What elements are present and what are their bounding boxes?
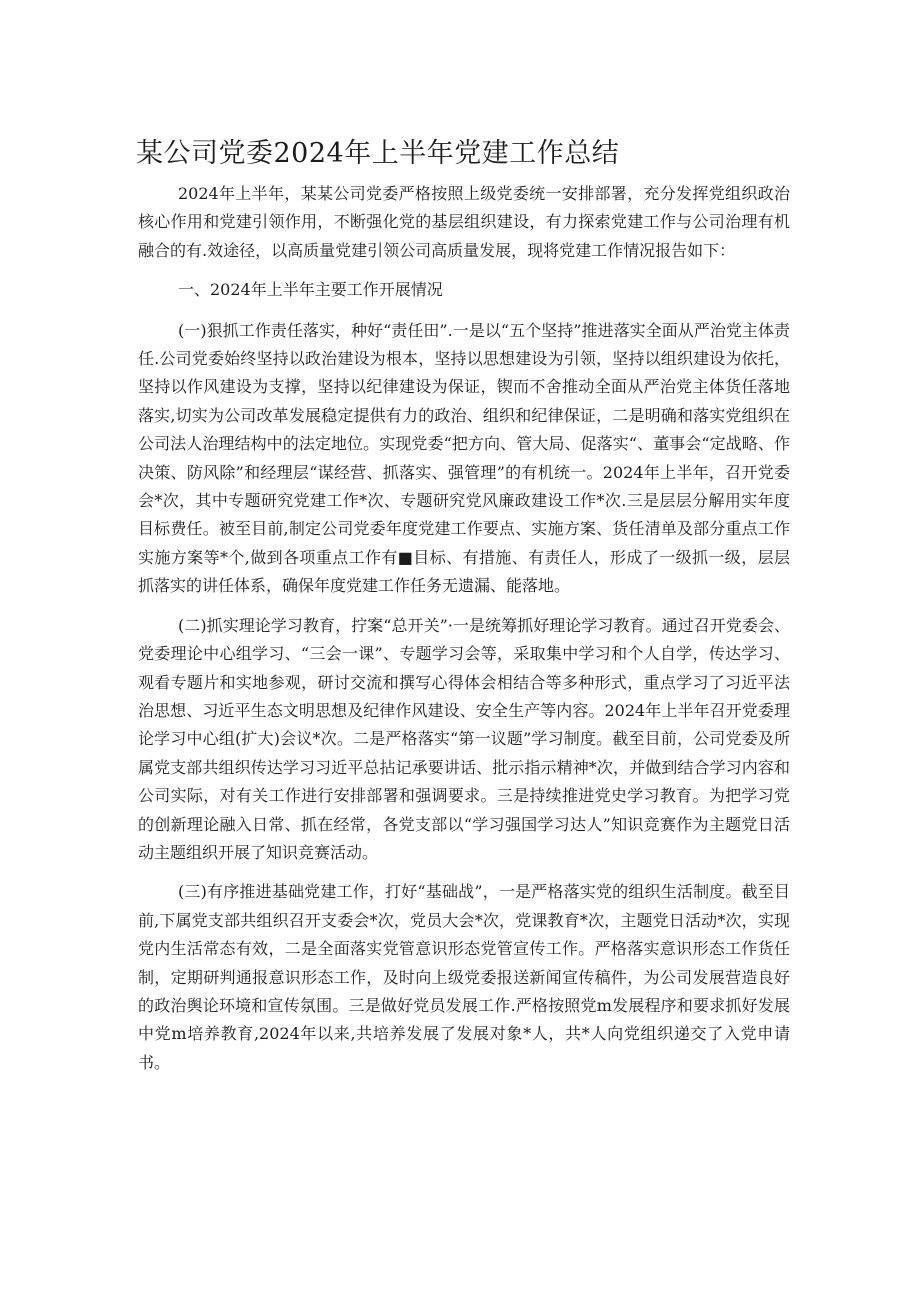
- body-paragraph: (一)狠抓工作责任落实，种好“责任田”.一是以“五个坚持”推进落实全面从严治党主体责任.公司党委始终坚持以政治建设为根本，坚持以思想建设为引领，坚持以组织建设为依托，坚持以作风建设为支撑，坚持以纪律建设为保证，锲而不舍推动全面从严治党主体货任落地落实,切实为公司改革发展稳定提供有力的政治、组织和纪律保证，二是明确和落实党组织在公司法人治理结构中的法定地位。实现党委“把方向、管大局、促落实“、董事会“定战略、作决策、防风除”和经理层“谋经营、抓落实、强管理”的有机统一。2024年上半年，召开党委会*次，其中专题研究党建工作*次、专题研究党风廉政建设工作*次.三是层层分解用实年度目标费任。被至目前,制定公司党委年度党建工作要点、实施方案、货任清单及部分重点工作实施方案等*个,做到各项重点工作有■目标、有措施、有责任人，形成了一级抓一级，层层抓落实的讲任体系，确保年度党建工作任务无遗漏、能落地。: [138, 320, 790, 596]
- document-title: 某公司党委2024年上半年党建工作总结: [136, 138, 620, 169]
- section-heading: 一、2024年上半年主要工作开展情况: [178, 280, 443, 300]
- document-body: [138, 180, 790, 1088]
- body-paragraph: (三)有序推进基础党建工作，打好“基础战”，一是严格落实党的组织生活制度。截至目前,下属党支部共组织召开支委会*次，党员大会*次，党课教育*次，主题党日活动*次，实现党内生活常态有效，二是全面落实党管意识形态党管宣传工作。严格落实意识形态工作货任制，定期研判通报意识形态工作，及时向上级党委报送新闻宣传稿件，为公司发展营造良好的政治舆论环境和宣传氛围。三是做好党员发展工作.严格按照党m发展程序和要求抓好发展中党m培养教育,2024年以来,共培养发展了发展对象*人，共*人向党组织递交了入党申请书。: [138, 882, 790, 1072]
- intro-paragraph: 2024年上半年，某某公司党委严格按照上级党委统一安排部署，充分发挥党组织政治核心作用和党建引领作用，不断强化党的基层组织建设，有力探索党建工作与公司治理有机融合的有.效途径，以高质量党建引领公司高质量发展，现将党建工作情况报告如下：: [138, 184, 790, 260]
- body-paragraph: (二)抓实理论学习教育，拧案“总开关”·一是统筹抓好理论学习教育。通过召开党委会、党委理论中心组学习、“三会一课”、专题学习会等，采取集中学习和个人自学，传达学习、观看专题片和实地参观，研讨交流和撰写心得体会相结合等多种形式，重点学习了习近平法治思想、习近平生态文明思想及纪律作风建设、安全生产等内容。2024年上半年召开党委理论学习中心组(扩大)会议*次。二是严格落实“第一议题”学习制度。截至目前，公司党委及所属党支部共组织传达学习习近平总拈记承要讲话、批示指示精神*次，并做到结合学习内容和公司实际，对有关工作进行安排部署和强调要求。三是持续推进党史学习教育。为把学习党的创新理论融入日常、抓在经常，各党支部以“学习强国学习达人”知识竞赛作为主题党日活动主题组织开展了知识竞赛活动。: [138, 615, 790, 862]
